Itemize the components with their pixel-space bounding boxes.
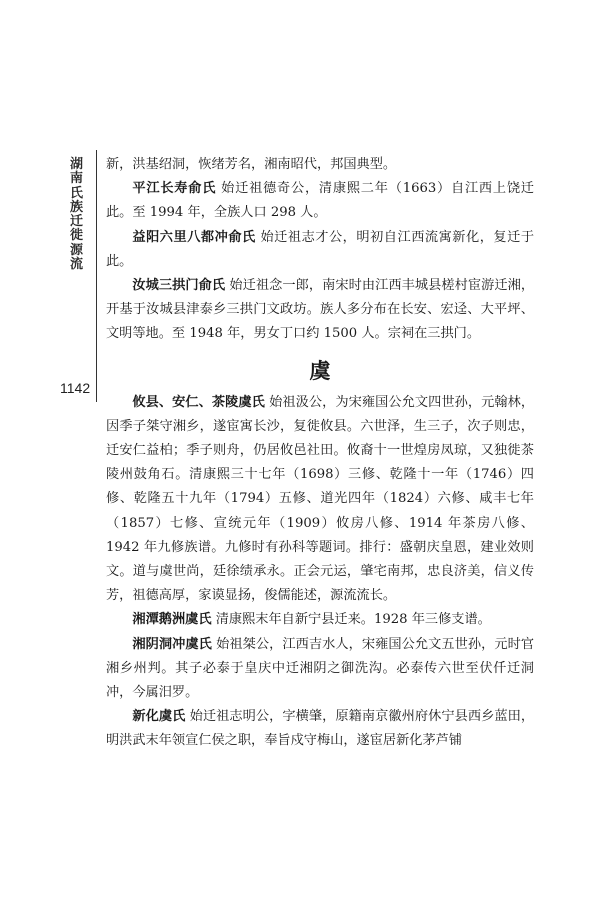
entry-heading: 益阳六里八都冲俞氏 — [132, 229, 256, 245]
entry-yiyang-yu — [106, 226, 534, 274]
entry-youxian-yu — [106, 391, 534, 609]
entry-body: 清康熙末年自新宁县迁来。1928 年三修支谱。 — [215, 612, 491, 628]
entry-body: 始迁祖德奇公，清康熙二年（1663）自江西上饶迁此。至 1994 年，全族人口 298 人。 — [106, 181, 534, 221]
entry-body: 始祖桀公，江西吉水人，宋雍国公允文五世孙，元时官湘乡州判。其子必泰于皇庆中迁湘阴之御洗沟。必泰传六世至伏仟迁洞冲，今属汨罗。 — [106, 636, 535, 701]
entry-body: 始祖汲公，为宋雍国公允文四世孙，元翰林，因季子桀守湘乡，遂宦寓长沙，复徙攸县。六世泽，生三子，次子则忠，迁安仁益柏；季子则舟，仍居攸邑社田。攸裔十一世煌房凤琼，又独徙茶陵州鼓角石。清康熙三十七年（1698）三修、乾隆十一年（1746）四修、乾隆五十九年（1794）五修、道光四年（1824）六修、咸丰七年（1857）七修、宣统元年（1909）攸房八修、1914 年茶房八修、1942 年九修族谱。九修时有孙科等题词。排行：盛朝庆皇恩，建业效则文。道与虞世尚，廷徐绩承永。正会元运，肇宅南邦，忠良济美，信义传芳，祖德高厚，家谟显扬，俊儒能述，源流流长。 — [106, 394, 535, 604]
entry-heading: 平江长寿俞氏 — [132, 181, 217, 197]
continuation-paragraph: 新，洪基绍洞，恢绪芳名，湘南昭代，邦国典型。 — [106, 157, 397, 172]
body-text — [106, 153, 534, 754]
running-head: 湖南氏族迁徙源流 — [70, 157, 84, 273]
entry-rucheng-yu — [106, 274, 534, 347]
page-number: 1142 — [60, 380, 91, 396]
entry-pingjiang-yu — [106, 177, 534, 225]
entry-heading: 汝城三拱门俞氏 — [132, 278, 226, 294]
entry-heading: 新化虞氏 — [132, 709, 186, 725]
entry-xiangtan-yu — [106, 608, 534, 632]
entry-heading: 湘潭鹅洲虞氏 — [132, 612, 212, 628]
section-title: 虞 — [309, 358, 331, 383]
margin-rule — [96, 150, 97, 402]
entry-body: 始迁祖念一郎，南宋时由江西丰城县槎村宦游迁湘，开基于汝城县津泰乡三拱门文政坊。族人多分布在长安、宏迳、大平坪、文明等地。至 1948 年，男女丁口约 1500 人。宗祠在三拱门。 — [106, 278, 535, 342]
entry-body: 始迁祖志才公，明初自江西流寓新化，复迁于此。 — [106, 229, 535, 269]
entry-body: 始迁祖志明公，字横肇，原籍南京徽州府休宁县西乡蓝田，明洪武末年领宣仁侯之职，奉旨戍守梅山，遂宦居新化茅芦铺 — [106, 709, 535, 749]
entry-heading: 攸县、安仁、茶陵虞氏 — [132, 394, 265, 410]
entry-xiangyin-yu — [106, 633, 534, 706]
entry-xinhua-yu — [106, 705, 534, 753]
entry-heading: 湘阴洞冲虞氏 — [132, 636, 212, 652]
